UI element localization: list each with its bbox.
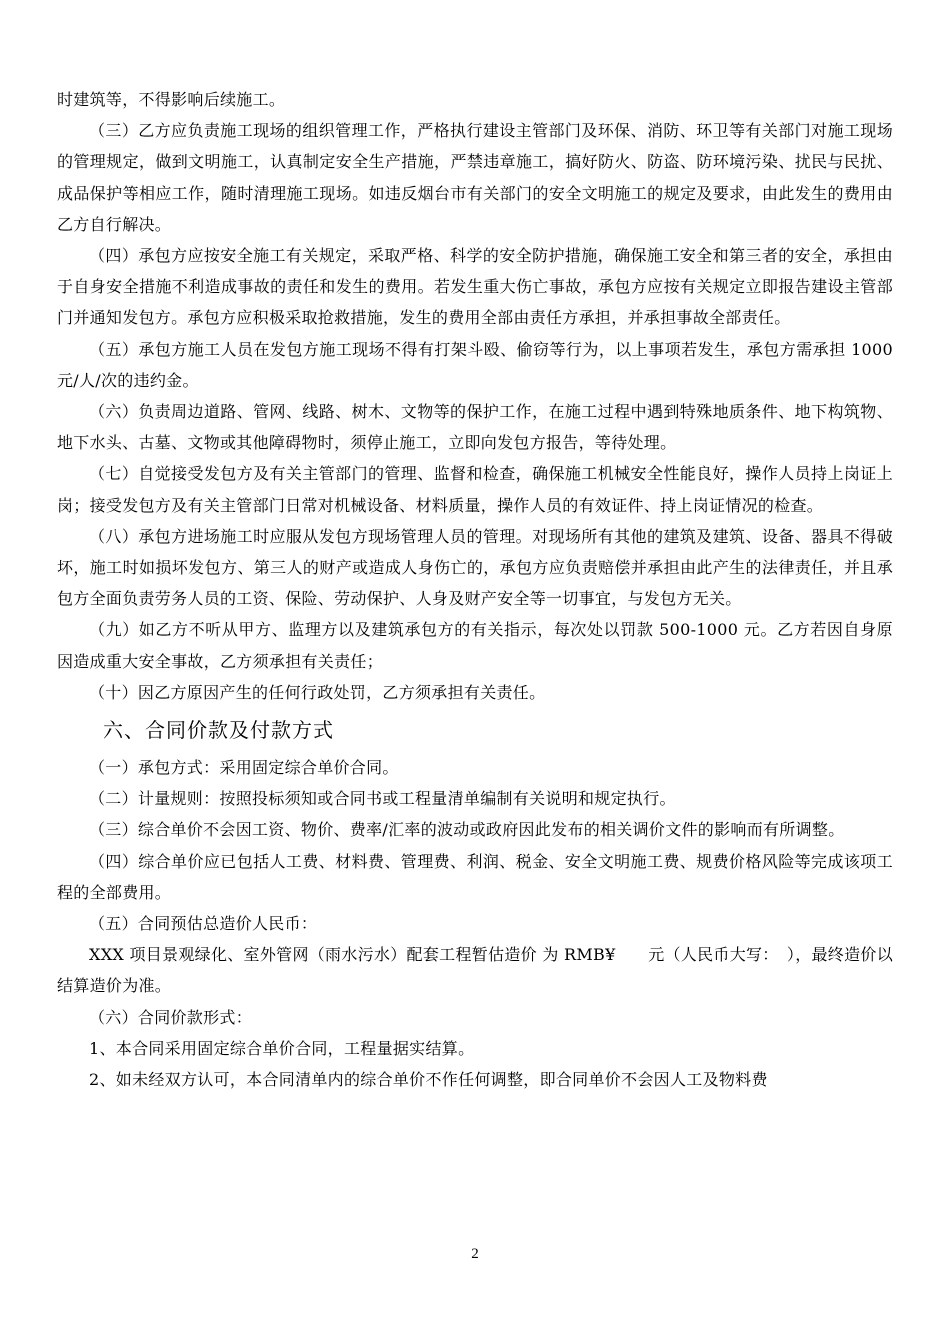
paragraph-contract-method: （一）承包方式：采用固定综合单价合同。 — [89, 758, 399, 778]
paragraph-clause-10: （十）因乙方原因产生的任何行政处罚，乙方须承担有关责任。 — [89, 682, 546, 702]
paragraph-unit-price-includes: （四）综合单价应已包括人工费、材料费、管理费、利润、税金、安全文明施工费、规费价格风险等完成该项工程的全部费用。 — [57, 851, 893, 902]
paragraph-clause-5: （五）承包方施工人员在发包方施工现场不得有打架斗殴、偷窃等行为，以上事项若发生，承包方需承担 1000 元/人/次的违约金。 — [57, 339, 893, 390]
page-number: 2 — [471, 1246, 479, 1262]
paragraph-clause-7: （七）自觉接受发包方及有关主管部门的管理、监督和检查，确保施工机械安全性能良好，操作人员持上岗证上岗；接受发包方及有关主管部门日常对机械设备、材料质量，操作人员的有效证件、持上岗证情况的检查。 — [57, 464, 893, 515]
page-content — [57, 84, 893, 1095]
paragraph-clause-6: （六）负责周边道路、管网、线路、树木、文物等的保护工作，在施工过程中遇到特殊地质条件、地下构筑物、地下水头、古墓、文物或其他障碍物时，须停止施工，立即向发包方报告，等待处理。 — [57, 402, 893, 453]
paragraph-item-1: 1、本合同采用固定综合单价合同，工程量据实结算。 — [89, 1038, 475, 1058]
paragraph-price-form: （六）合同价款形式： — [89, 1007, 253, 1027]
paragraph-measurement-rules: （二）计量规则：按照投标须知或合同书或工程量清单编制有关说明和规定执行。 — [89, 789, 676, 809]
section-heading: 六、合同价款及付款方式 — [103, 718, 334, 743]
paragraph-item-2: 2、如未经双方认可，本合同清单内的综合单价不作任何调整，即合同单价不会因人工及物料费 — [89, 1070, 768, 1090]
paragraph-clause-8: （八）承包方进场施工时应服从发包方现场管理人员的管理。对现场所有其他的建筑及建筑、设备、器具不得破坏，施工时如损坏发包方、第三人的财产或造成人身伤亡的，承包方应负责赔偿并承担由此产生的法律责任，并且承包方全面负责劳务人员的工资、保险、劳动保护、人身及财产安全等一切事宜，与发包方无关。 — [57, 526, 893, 609]
paragraph-clause-9: （九）如乙方不听从甲方、监理方以及建筑承包方的有关指示，每次处以罚款 500-1000 元。乙方若因自身原因造成重大安全事故，乙方须承担有关责任； — [57, 620, 893, 671]
paragraph-project-price: XXX 项目景观绿化、室外管网（雨水污水）配套工程暂估造价 为 RMB¥ 元（人民币大写： ），最终造价以结算造价为准。 — [57, 945, 893, 996]
paragraph-estimated-price: （五）合同预估总造价人民币： — [89, 914, 318, 934]
paragraph-clause-4: （四）承包方应按安全施工有关规定，采取严格、科学的安全防护措施，确保施工安全和第三者的安全，承担由于自身安全措施不利造成事故的责任和发生的费用。若发生重大伤亡事故，承包方应按有关规定立即报告建设主管部门并通知发包方。承包方应积极采取抢救措施，发生的费用全部由责任方承担，并承担事故全部责任。 — [57, 246, 893, 328]
paragraph-clause-3: （三）乙方应负责施工现场的组织管理工作，严格执行建设主管部门及环保、消防、环卫等有关部门对施工现场的管理规定，做到文明施工，认真制定安全生产措施，严禁违章施工，搞好防火、防盗、防环境污染、扰民与民扰、成品保护等相应工作，随时清理施工现场。如违反烟台市有关部门的安全文明施工的规定及要求，由此发生的费用由乙方自行解决。 — [57, 121, 893, 234]
paragraph-unit-price-adjust: （三）综合单价不会因工资、物价、费率/汇率的波动或政府因此发布的相关调价文件的影响而有所调整。 — [89, 820, 845, 840]
paragraph-continuation: 时建筑等，不得影响后续施工。 — [57, 90, 286, 109]
